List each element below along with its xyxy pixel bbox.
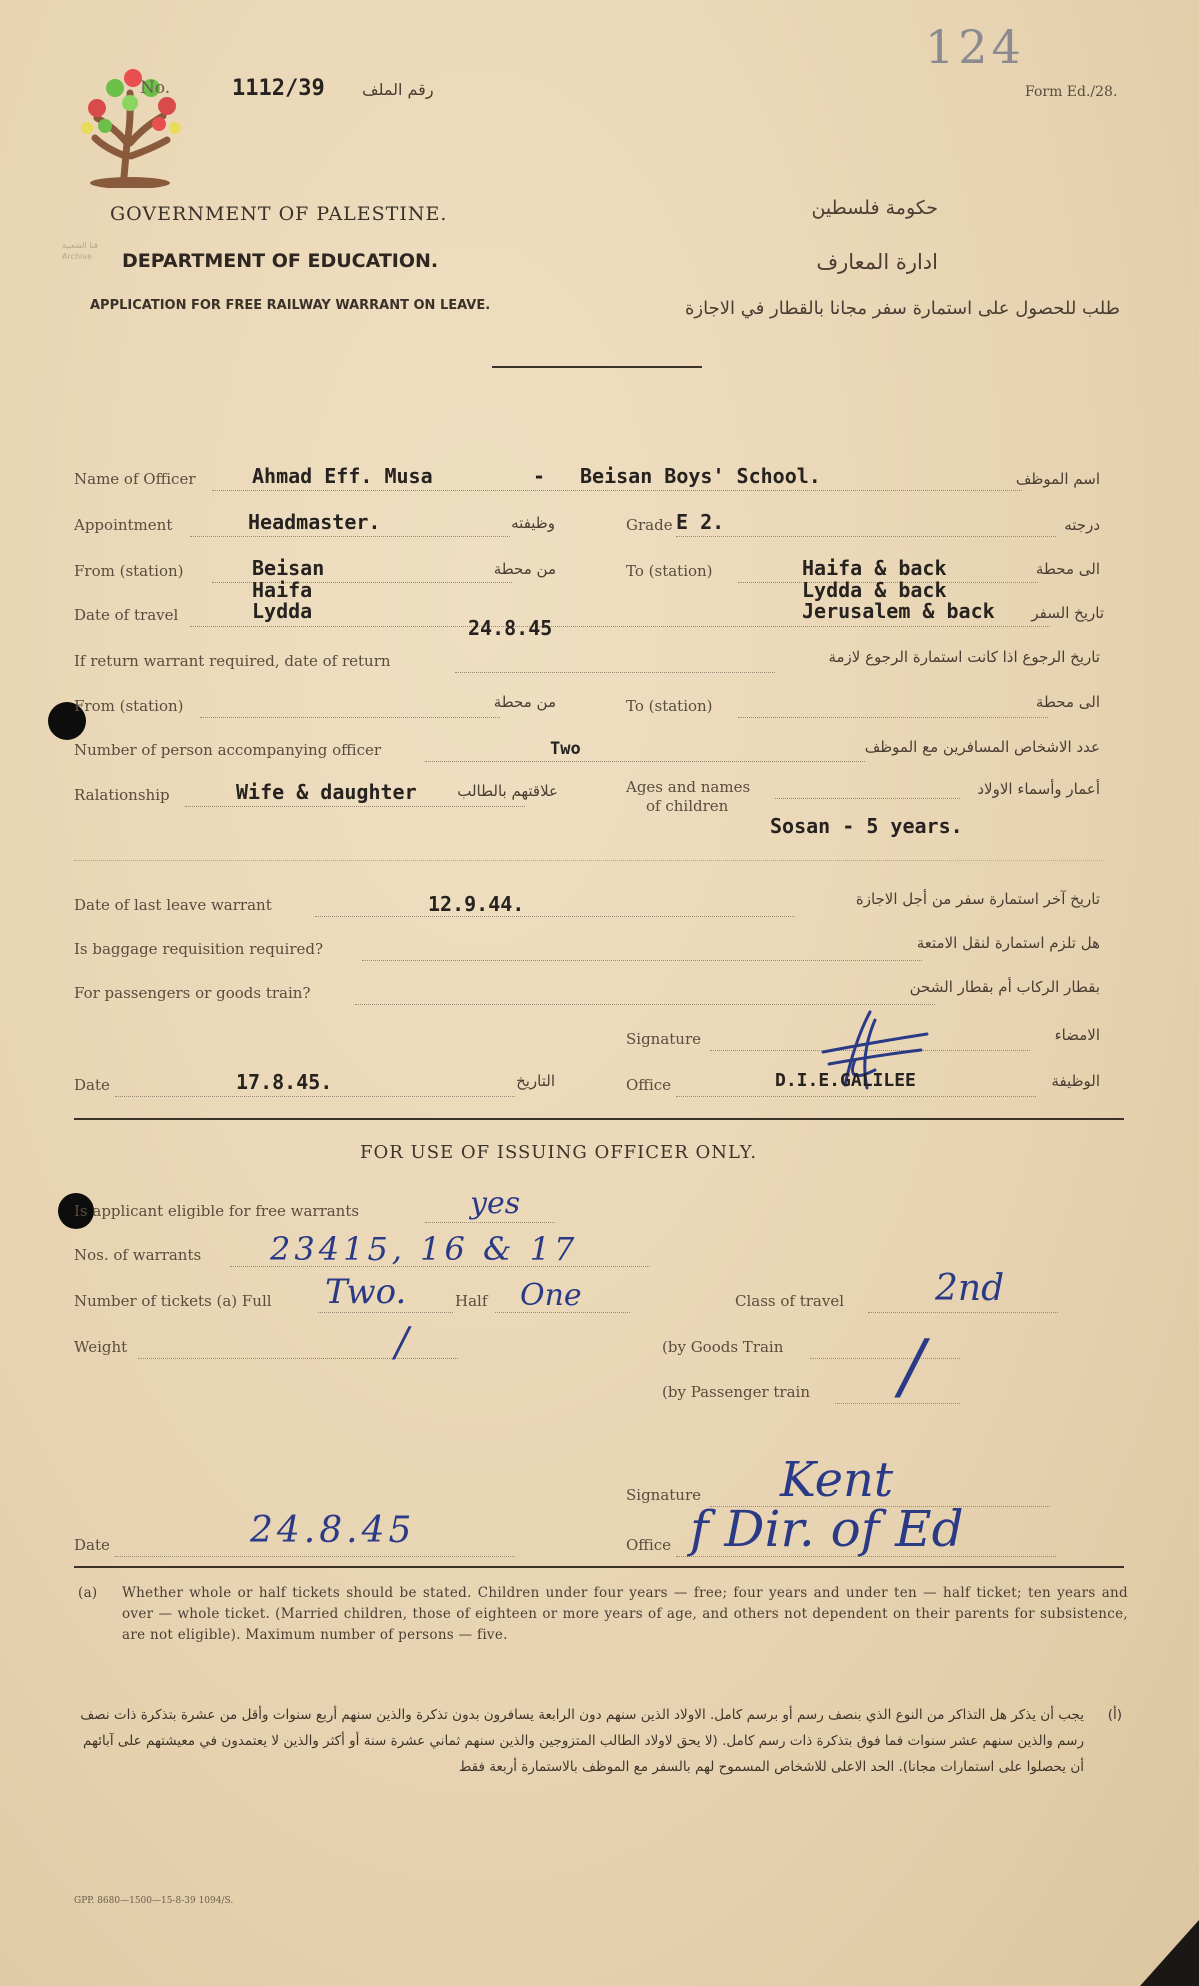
return-date-label: If return warrant required, date of return [74,652,391,670]
weight-value: / [395,1320,409,1366]
applicant-signature-label: Signature [626,1030,702,1048]
from-station-label: From (station) [74,562,184,580]
children-label-arabic: أعمار وأسماء الاولاد [977,780,1100,798]
office-label-arabic: الوظيفة [1051,1072,1100,1090]
notes-divider [74,1566,1124,1568]
warrants-label: Nos. of warrants [74,1246,202,1264]
tickets-half-label: Half [455,1292,488,1310]
return-date-label-arabic: تاريخ الرجوع اذا كانت استمارة الرجوع لازمة [828,648,1100,666]
children-label-1: Ages and names [626,778,751,796]
date-of-travel-label: Date of travel [74,606,179,624]
section-divider [74,1118,1124,1120]
issuer-signature-label: Signature [626,1486,702,1504]
grade-label-arabic: درجته [1064,516,1100,534]
date-label: Date [74,1076,110,1094]
class-label: Class of travel [735,1292,845,1310]
issuer-date-label: Date [74,1536,110,1554]
page-corner-shadow [1140,1920,1199,1986]
from-station-1: Beisan [252,556,325,580]
grade-value: E 2. [676,510,725,534]
baggage-label-arabic: هل تلزم استمارة لنقل الامتعة [916,934,1100,952]
watermark-text-2: Archive [62,252,92,261]
issuer-date-value: 24.8.45 [250,1510,416,1551]
to-station-label-arabic: الى محطة [1035,560,1100,578]
passenger-train-label: (by Passenger train [662,1383,811,1401]
note-text-ar: يجب أن يذكر هل التذاكر من النوع الذي بنصف رسم أو برسم كامل. الاولاد الذين سنهم دون الرابعة يسافرون بدون تذكرة والذين سنهم أربع سنوات وأقل من عشرة بتذكرة ذات نصف رسم والذين سنهم عشر سنوات فما فوق بتذكرة ذات رسم كامل. (لا يحق لاولاد الطالب المتزوجين والذين سنهم ثماني عشرة سنة أو أكثر والذين لا يعتمدون في معيشتهم على آبائهم أن يحصلوا على استمارات مجانا). الحد الاعلى للاشخاص المسموح لهم بالسفر مع الموظف بالاستمارة أربعة فقط [80,1707,1084,1775]
return-from-label-arabic: من محطة [493,693,556,711]
form-id: Form Ed./28. [1025,84,1118,100]
note-marker-en: (a) [78,1585,98,1601]
application-title: APPLICATION FOR FREE RAILWAY WARRANT ON LEAVE. [90,298,491,313]
children-value: Sosan - 5 years. [770,814,963,838]
tickets-half-value: One [520,1278,582,1313]
watermark-text-1: قنا الشعبية [62,241,98,250]
last-leave-value: 12.9.44. [428,892,525,916]
class-value: 2nd [935,1268,1005,1309]
children-label-2: of children [646,797,729,815]
return-to-label: To (station) [626,697,713,715]
grade-label: Grade [626,516,673,534]
from-station-3: Lydda [252,599,313,623]
warrants-value: 23415, 16 & 17 [270,1230,579,1268]
note-text-en: Whether whole or half tickets should be stated. Children under four years — free; four years and under ten — half ticket; ten years and over — whole ticket. (Married children, those of eighteen or more years of age, and others not dependent on their parents for subsistence, are not eligible). Maximum number of persons — five. [122,1585,1128,1643]
train-value: / [900,1324,925,1408]
print-code: GPP. 8680—1500—15-8-39 1094/S. [74,1896,234,1906]
baggage-label: Is baggage requisition required? [74,940,324,958]
persons-label: Number of person accompanying officer [74,741,382,759]
tree-family-logo-icon [75,48,185,188]
appointment-label: Appointment [74,516,173,534]
header-rule [492,366,702,368]
last-leave-label: Date of last leave warrant [74,896,272,914]
file-number-label: No. [140,78,171,98]
return-from-label: From (station) [74,697,184,715]
archive-page-number: 124 [925,20,1025,74]
from-station-label-arabic: من محطة [493,560,556,578]
to-station-label: To (station) [626,562,713,580]
eligible-value: yes [470,1186,521,1221]
return-to-label-arabic: الى محطة [1035,693,1100,711]
train-type-label-arabic: بقطار الركاب أم بقطار الشحن [909,978,1100,996]
eligible-label: Is applicant eligible for free warrants [74,1202,360,1220]
to-station-1: Haifa & back [802,556,947,580]
persons-value: Two [550,739,581,759]
tickets-full-value: Two. [325,1272,407,1312]
name-value: Ahmad Eff. Musa [252,464,433,488]
date-label-arabic: التاريخ [516,1072,555,1090]
issuing-heading: FOR USE OF ISSUING OFFICER ONLY. [360,1142,758,1163]
tickets-full-label: Number of tickets (a) Full [74,1292,272,1310]
school-value: Beisan Boys' School. [580,464,821,488]
relationship-label-arabic: علاقتهم بالطالب [457,782,558,800]
relationship-label: Ralationship [74,786,170,804]
government-title: GOVERNMENT OF PALESTINE. [110,203,448,225]
persons-label-arabic: عدد الاشخاص المسافرين مع الموظف [864,738,1100,756]
note-marker-ar: (أ) [1107,1707,1122,1723]
office-value: D.I.E.GALILEE [775,1070,916,1091]
appointment-value: Headmaster. [248,510,381,534]
last-leave-label-arabic: تاريخ آخر استمارة سفر من أجل الاجازة [855,890,1100,908]
relationship-value: Wife & daughter [236,780,417,804]
file-number-arabic: رقم الملف [362,80,434,99]
appointment-label-arabic: وظيفته [511,514,555,532]
train-type-label: For passengers or goods train? [74,984,311,1002]
office-label: Office [626,1076,672,1094]
government-title-arabic: حكومة فلسطين [811,197,938,219]
file-number: 1112/39 [232,76,325,101]
name-label: Name of Officer [74,470,196,488]
from-station-2: Haifa [252,578,313,602]
name-label-arabic: اسم الموظف [1015,470,1100,488]
signature-label-arabic: الامضاء [1054,1026,1100,1044]
application-title-arabic: طلب للحصول على استمارة سفر مجانا بالقطار في الاجازة [684,298,1120,319]
name-dash: - [533,464,546,488]
date-value: 17.8.45. [236,1070,333,1094]
issuer-signature-value: Kent [780,1452,894,1508]
department-title-arabic: ادارة المعارف [816,250,938,274]
department-title: DEPARTMENT OF EDUCATION. [122,250,439,272]
date-of-travel-value: 24.8.45 [468,616,553,640]
to-station-3: Jerusalem & back [802,599,995,623]
weight-label: Weight [74,1338,128,1356]
issuer-office-value: f Dir. of Ed [690,1500,964,1558]
to-station-2: Lydda & back [802,578,947,602]
issuer-office-label: Office [626,1536,672,1554]
goods-train-label: (by Goods Train [662,1338,784,1356]
date-of-travel-label-arabic: تاريخ السفر [1031,604,1104,622]
